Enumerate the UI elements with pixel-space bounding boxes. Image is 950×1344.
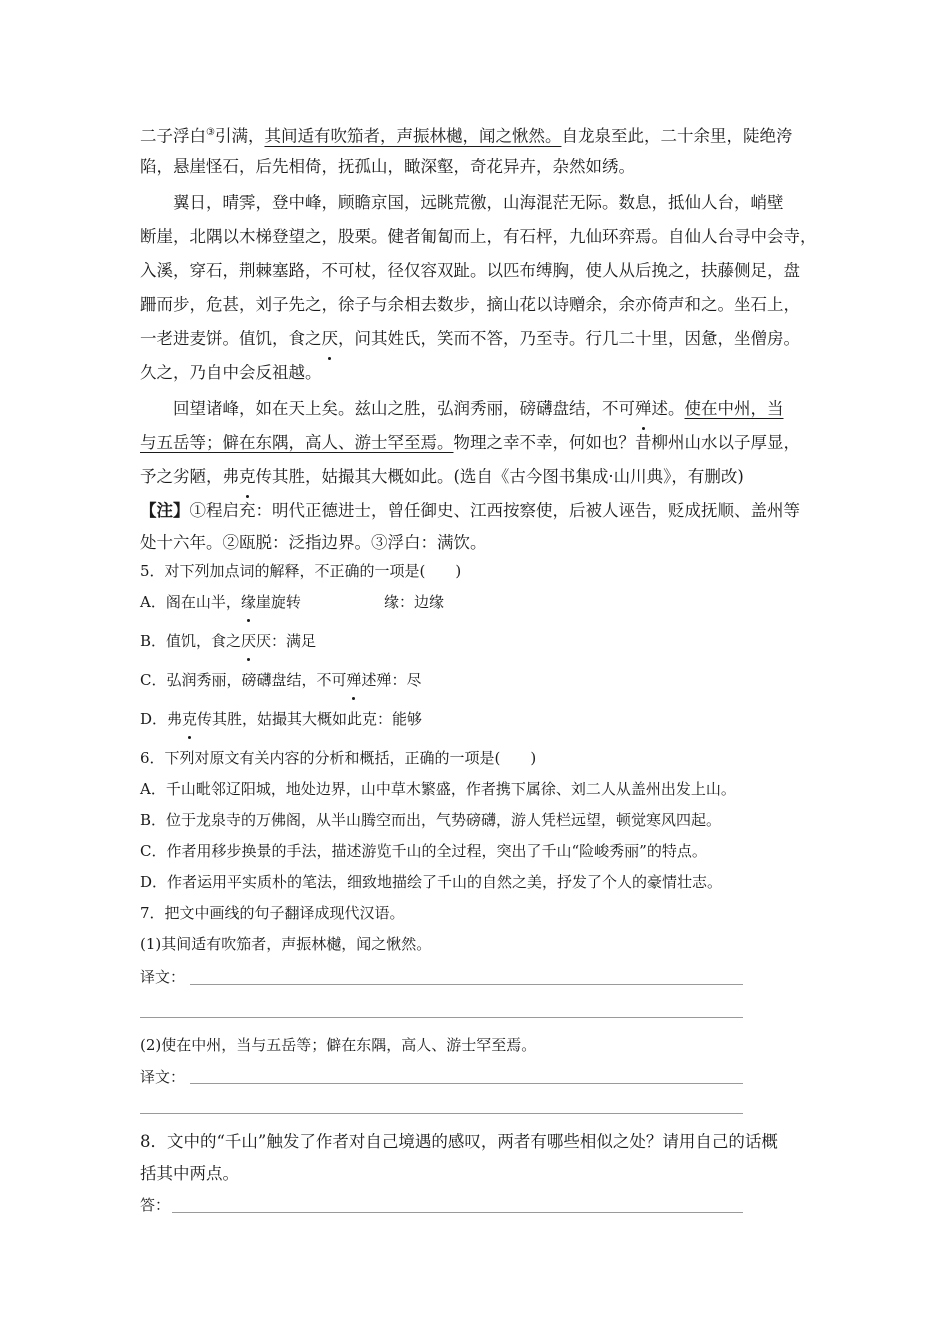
question-8-stem: 8．文中的“千山”触发了作者对自己境遇的感叹，两者有哪些相似之处？请用自己的话概 [140,1132,778,1151]
q5-a-explanation: 缘：边缘 [384,593,445,611]
passage-line: 断崖，北隅以木梯登望之，股栗。健者匍匐而上，有石枰，九仙环弈焉。自仙人台寻中会寺， [140,227,817,246]
dotted-word: 殚 [635,392,652,426]
q7-translation-label-1: 译文： [140,968,186,986]
underlined-sentence: 其间适有吹笳者，声振林樾，闻之愀然。 [264,126,562,146]
question-6-stem: 6．下列对原文有关内容的分析和概括，正确的一项是( ) [140,749,537,767]
answer-line[interactable] [140,1113,743,1114]
question-5-stem: 5．对下列加点词的解释，不正确的一项是( ) [140,562,462,580]
passage-line: 回望诸峰，如在天上矣。兹山之胜，弘润秀丽，磅礴盘结，不可殚述。使在中州，当 [140,392,853,426]
dotted-word: 克 [239,460,256,494]
dotted-word: 殚 [346,665,361,696]
passage-line: 一老进麦饼。值饥，食之厌，问其姓氏，笑而不答，乃至寺。行几二十里，因惫，坐僧房。 [140,322,820,356]
q7-sentence-2: (2)使在中州，当与五岳等；僻在东隅，高人、游士罕至焉。 [140,1036,537,1054]
q6-option-a: A．千山毗邻辽阳城，地处边界，山中草木繁盛，作者携下属徐、刘二人从盖州出发上山。 [140,780,736,798]
q7-translation-label-2: 译文： [140,1068,186,1086]
passage-line: 跚而步，危甚，刘子先之，徐子与余相去数步，摘山花以诗赠余，余亦倚声和之。坐石上， [140,295,800,314]
underlined-sentence: 使在中州，当 [684,399,784,418]
notes-line: 【注】①程启充：明代正德进士，曾任御史、江西按察使，后被人诬告，贬成抚顺、盖州等 [140,501,800,520]
q5-option-c: C．弘润秀丽，磅礴盘结，不可殚述殚：尽 [140,665,820,696]
passage-line: 翼日，晴霁，登中峰，顾瞻京国，远眺荒徼，山海混茫无际。数息，抵仙人台，峭壁 [173,193,784,212]
q5-option-a: A．阁在山半，缘崖旋转 缘：边缘 [140,587,820,618]
passage-line: 二子浮白③引满，其间适有吹笳者，声振林樾，闻之愀然。自龙泉至此，二十余里，陡绝洿 [140,126,793,146]
dotted-word: 厌 [241,626,256,657]
answer-line[interactable] [190,984,743,985]
q6-option-b: B．位于龙泉寺的万佛阁，从半山腾空而出，气势磅礴，游人凭栏远望，顿觉寒风四起。 [140,811,722,829]
notes-label: 【注】 [140,501,190,520]
q6-option-d: D．作者运用平实质朴的笔法，细致地描绘了千山的自然之美，抒发了个人的豪情壮志。 [140,873,723,891]
question-8-stem-cont: 括其中两点。 [140,1164,239,1183]
answer-line[interactable] [172,1212,743,1213]
question-7-stem: 7．把文中画线的句子翻译成现代汉语。 [140,904,405,922]
dotted-word: 克 [182,704,197,735]
q5-option-d: D．弗克传其胜，姑撮其大概如此克：能够 [140,704,820,735]
answer-line[interactable] [190,1083,743,1084]
q8-answer-label: 答： [140,1196,171,1214]
passage-line: 与五岳等；僻在东隅，高人、游士罕至焉。物理之幸不幸，何如也？昔柳州山水以子厚显， [140,433,800,452]
answer-line[interactable] [140,1017,743,1018]
q6-option-c: C．作者用移步换景的手法，描述游览千山的全过程，突出了千山“险峻秀丽”的特点。 [140,842,707,860]
q7-sentence-1: (1)其间适有吹笳者，声振林樾，闻之愀然。 [140,935,432,953]
q5-option-b: B．值饥，食之厌厌：满足 [140,626,820,657]
passage-line: 入溪，穿石，荆棘塞路，不可杖，径仅容双趾。以匹布缚胸，使人从后挽之，扶藤侧足，盘 [140,261,800,280]
dotted-word: 厌 [322,322,339,356]
notes-line: 处十六年。②瓯脱：泛指边界。③浮白：满饮。 [140,533,487,552]
dotted-word: 缘 [241,587,256,618]
passage-line: 予之劣陋，弗克传其胜，姑撮其大概如此。(选自《古今图书集成·山川典》，有删改) [140,460,820,494]
underlined-sentence: 与五岳等；僻在东隅，高人、游士罕至焉。 [140,433,454,452]
passage-line: 陷，悬崖怪石，后先相倚，抚孤山，瞰深壑，奇花异卉，杂然如绣。 [140,157,635,176]
passage-line: 久之，乃自中会反祖越。 [140,363,322,382]
